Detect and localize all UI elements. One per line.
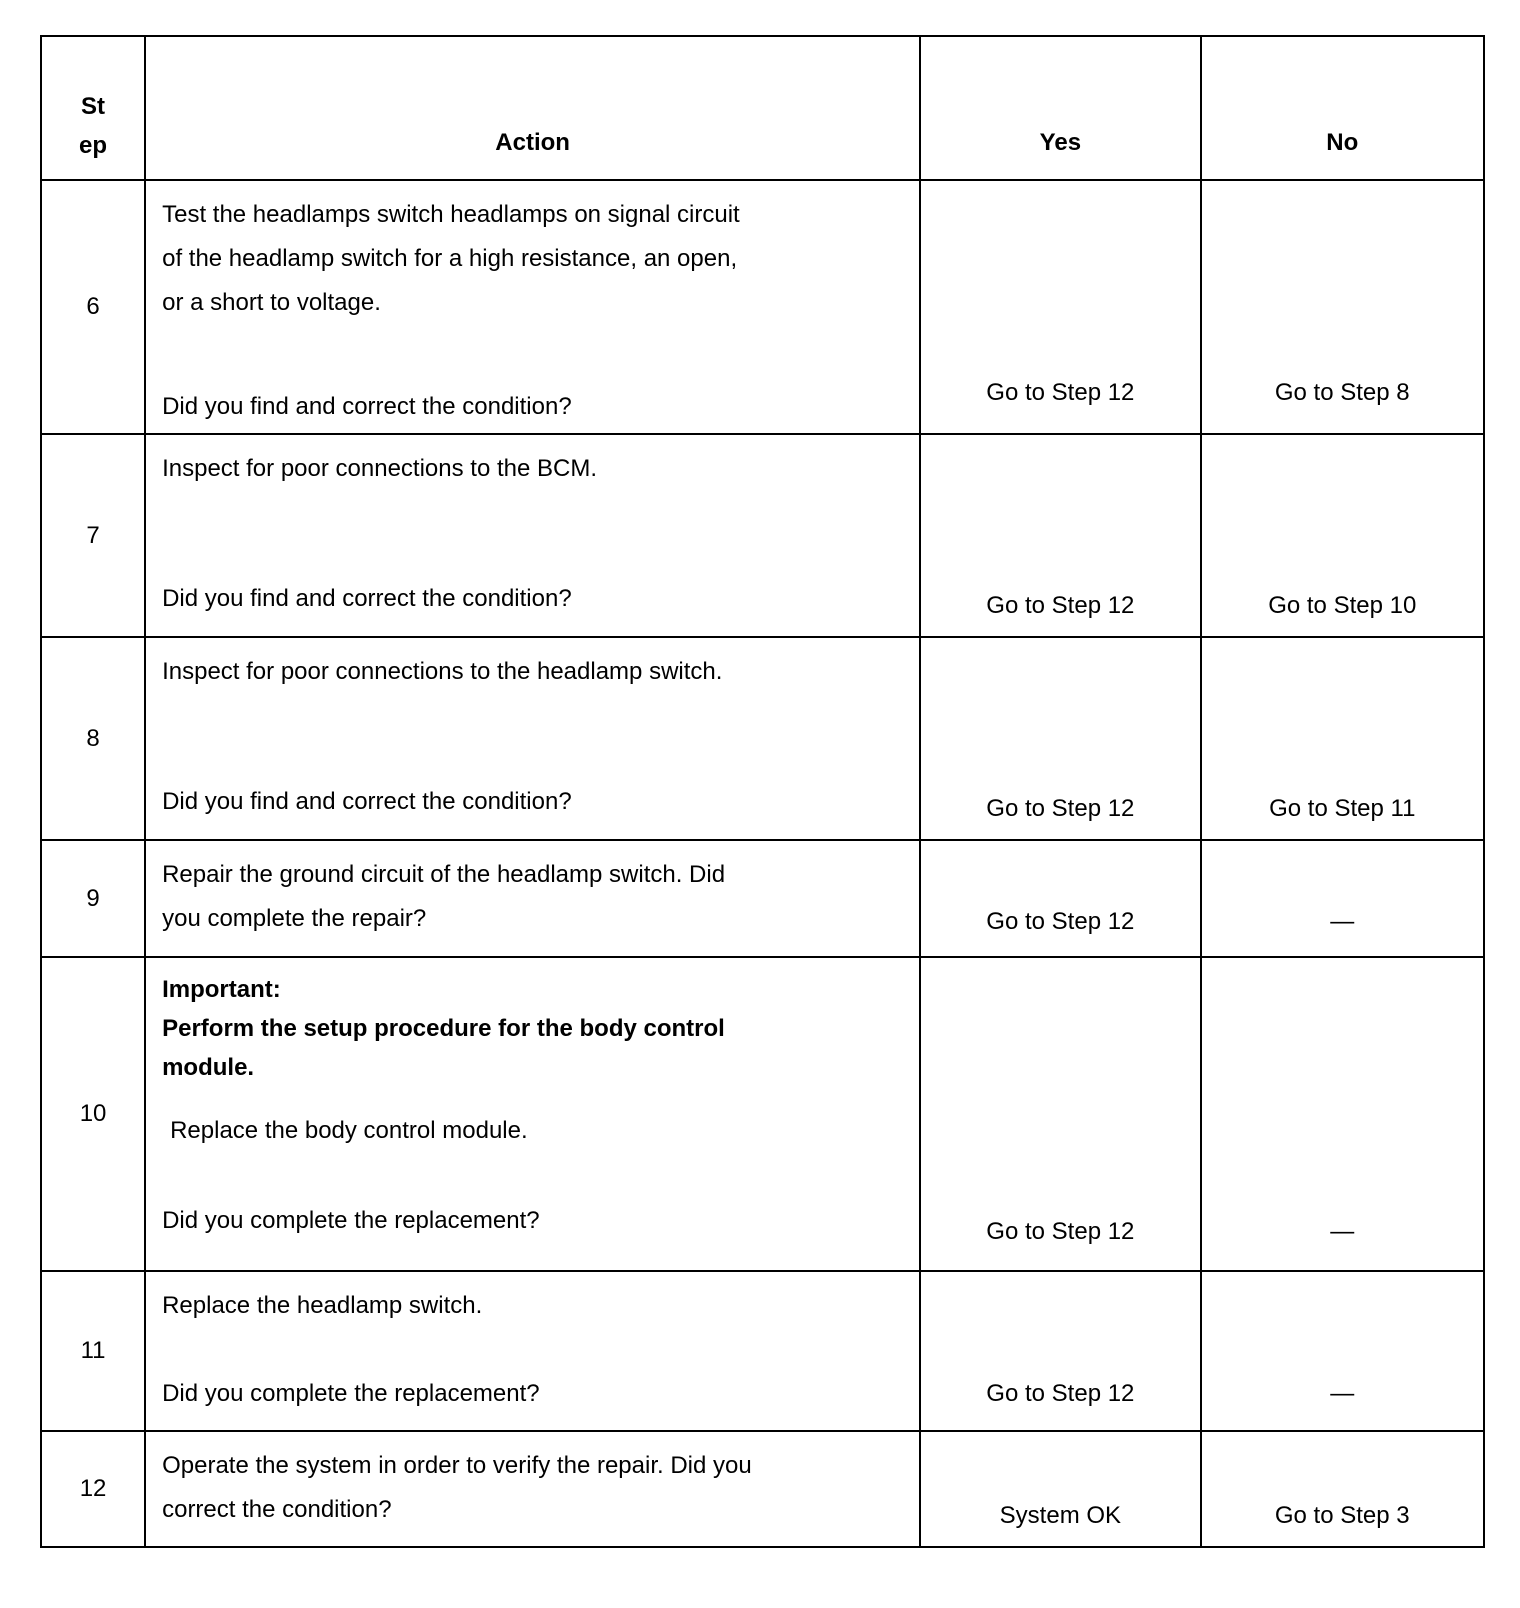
table-row-step-12 bbox=[41, 1431, 1484, 1547]
yes-column-header: Yes bbox=[920, 36, 1200, 180]
yes-result: Go to Step 12 bbox=[920, 840, 1200, 957]
no-result: Go to Step 10 bbox=[1201, 434, 1484, 637]
action-cell bbox=[145, 1431, 920, 1547]
important-note-title: Important: bbox=[162, 976, 281, 1003]
action-cell bbox=[145, 180, 920, 434]
action-line: Test the headlamps switch headlamps on signal circuit bbox=[162, 201, 740, 228]
no-result: — bbox=[1201, 957, 1484, 1271]
yes-result: Go to Step 12 bbox=[920, 180, 1200, 434]
no-result: Go to Step 11 bbox=[1201, 637, 1484, 840]
action-cell bbox=[145, 1271, 920, 1431]
action-line: Operate the system in order to verify the repair. Did you bbox=[162, 1452, 752, 1479]
action-question: Did you complete the replacement? bbox=[162, 1380, 540, 1407]
step-header-line-2: ep bbox=[79, 132, 108, 159]
action-cell bbox=[145, 957, 920, 1271]
table-row-step-9 bbox=[41, 840, 1484, 957]
step-header-line-1: St bbox=[81, 93, 106, 120]
diagnostic-table bbox=[40, 35, 1485, 1548]
step-number: 12 bbox=[41, 1431, 145, 1547]
step-number: 7 bbox=[41, 434, 145, 637]
no-result: Go to Step 3 bbox=[1201, 1431, 1484, 1547]
step-number: 8 bbox=[41, 637, 145, 840]
yes-result: Go to Step 12 bbox=[920, 637, 1200, 840]
action-column-header: Action bbox=[145, 36, 920, 180]
action-cell bbox=[145, 840, 920, 957]
action-line: Repair the ground circuit of the headlamp switch. Did bbox=[162, 861, 726, 888]
step-number: 11 bbox=[41, 1271, 145, 1431]
action-line: Replace the body control module. bbox=[170, 1117, 528, 1144]
no-result: — bbox=[1201, 1271, 1484, 1431]
action-cell bbox=[145, 637, 920, 840]
step-column-header bbox=[41, 36, 145, 180]
action-question: Did you find and correct the condition? bbox=[162, 788, 572, 815]
action-line: of the headlamp switch for a high resistance, an open, bbox=[162, 245, 738, 272]
table-row-step-7 bbox=[41, 434, 1484, 637]
no-result: — bbox=[1201, 840, 1484, 957]
table-header-row bbox=[41, 36, 1484, 180]
yes-result: System OK bbox=[920, 1431, 1200, 1547]
important-note-line: module. bbox=[162, 1054, 255, 1081]
action-line: Replace the headlamp switch. bbox=[162, 1292, 483, 1319]
action-line: you complete the repair? bbox=[162, 905, 427, 932]
action-line: Inspect for poor connections to the headlamp switch. bbox=[162, 658, 723, 685]
action-line: Inspect for poor connections to the BCM. bbox=[162, 455, 597, 482]
yes-result: Go to Step 12 bbox=[920, 1271, 1200, 1431]
step-number: 9 bbox=[41, 840, 145, 957]
yes-result: Go to Step 12 bbox=[920, 957, 1200, 1271]
action-line: or a short to voltage. bbox=[162, 289, 381, 316]
action-question: Did you find and correct the condition? bbox=[162, 585, 572, 612]
yes-result: Go to Step 12 bbox=[920, 434, 1200, 637]
no-column-header: No bbox=[1201, 36, 1484, 180]
action-question: Did you complete the replacement? bbox=[162, 1207, 540, 1234]
no-result: Go to Step 8 bbox=[1201, 180, 1484, 434]
important-note-line: Perform the setup procedure for the body control bbox=[162, 1015, 725, 1042]
step-number: 6 bbox=[41, 180, 145, 434]
table-row-step-10 bbox=[41, 957, 1484, 1271]
table-row-step-8 bbox=[41, 637, 1484, 840]
step-number: 10 bbox=[41, 957, 145, 1271]
table-row-step-6 bbox=[41, 180, 1484, 434]
table-row-step-11 bbox=[41, 1271, 1484, 1431]
action-question: Did you find and correct the condition? bbox=[162, 393, 572, 420]
action-line: correct the condition? bbox=[162, 1496, 392, 1523]
action-cell bbox=[145, 434, 920, 637]
